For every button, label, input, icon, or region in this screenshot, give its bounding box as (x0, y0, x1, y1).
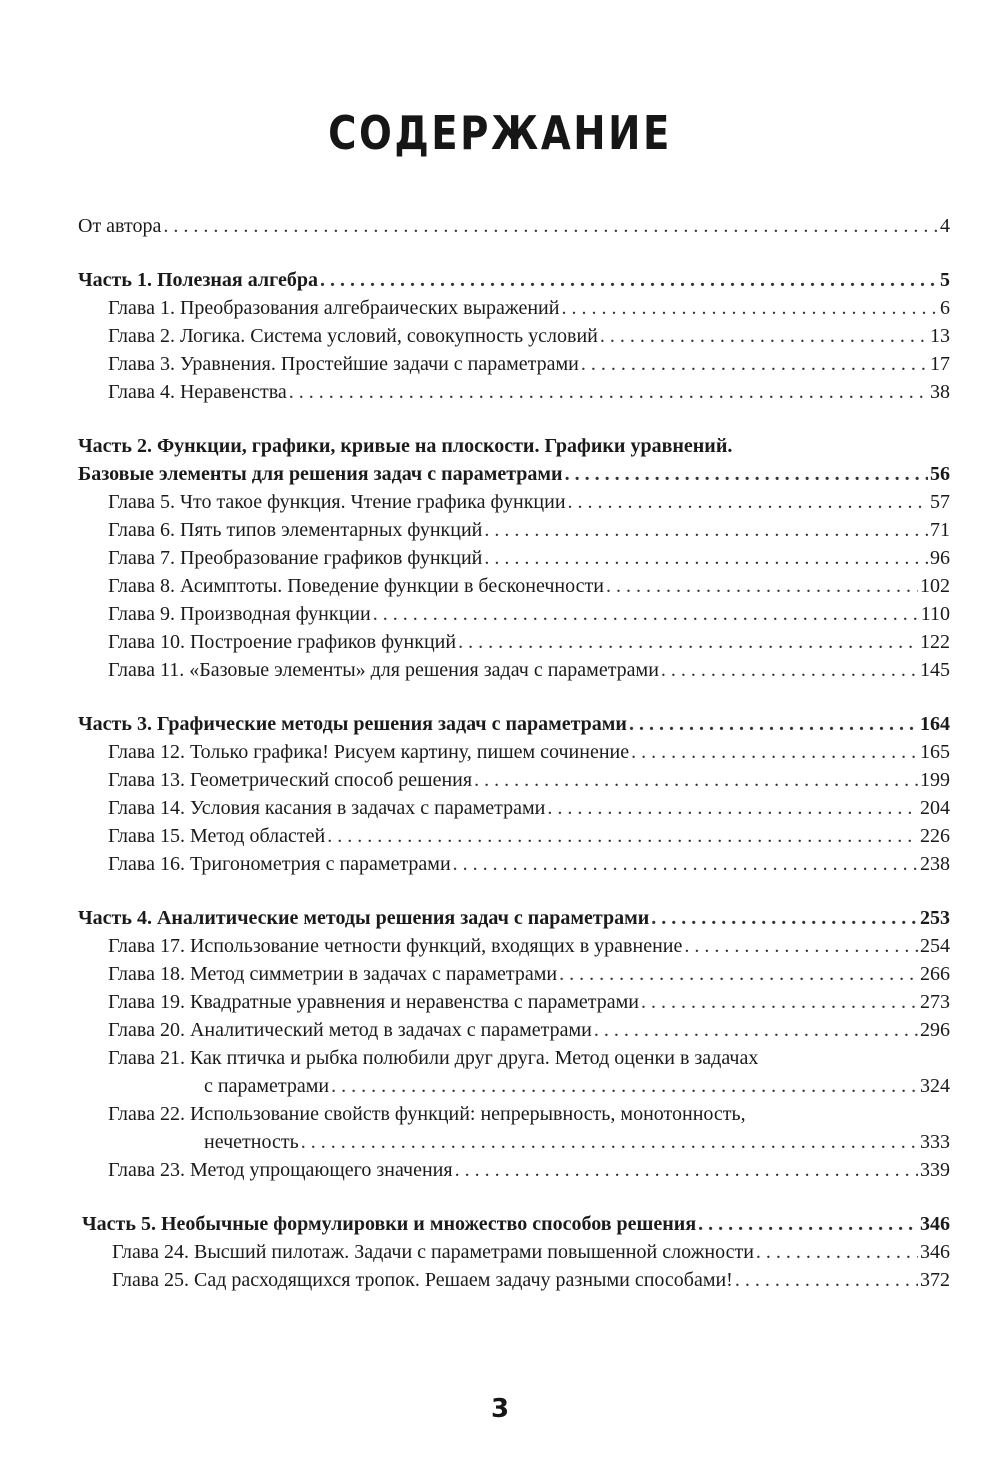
toc-chapter-label: Глава 12. Только графика! Рисуем картину, пишем сочинение (108, 741, 630, 763)
toc-chapter-21[interactable] (204, 1072, 950, 1100)
toc-chapter-label: Глава 20. Аналитический метод в задачах с параметрами (108, 1019, 592, 1041)
toc-chapter-label: Глава 9. Производная функции (108, 603, 371, 625)
toc-chapter-16[interactable] (108, 850, 950, 878)
toc-chapter-page: 122 (920, 631, 950, 653)
toc-chapter-label: Глава 4. Неравенства (108, 381, 287, 403)
toc-chapter-label: Глава 8. Асимптоты. Поведение функции в бесконечности (108, 575, 604, 597)
toc-chapter-page: 254 (920, 935, 950, 957)
toc-chapter-23[interactable] (108, 1156, 950, 1184)
toc-chapter-25[interactable] (112, 1266, 950, 1294)
toc-chapter-page: 102 (920, 575, 950, 597)
toc-chapter-18[interactable] (108, 960, 950, 988)
toc-chapter-3[interactable] (108, 350, 950, 378)
toc-part-label: Часть 5. Необычные формулировки и множество способов решения (82, 1213, 697, 1235)
toc-chapter-10[interactable] (108, 628, 950, 656)
leader-dots (735, 1266, 918, 1294)
toc-part-2[interactable] (78, 460, 950, 488)
toc-chapter-page: 199 (920, 769, 950, 791)
toc-chapter-label: Глава 1. Преобразования алгебраических выражений (108, 297, 560, 319)
toc-chapter-label: Глава 15. Метод областей (108, 825, 326, 847)
toc-chapter-page: 296 (920, 1019, 950, 1041)
leader-dots (331, 1072, 918, 1100)
toc-chapter-22-line1[interactable]: Глава 22. Использование свойств функций: непрерывность, монотонность, (108, 1103, 746, 1125)
leader-dots (594, 1016, 918, 1044)
toc-chapter-21-line1[interactable]: Глава 21. Как птичка и рыбка полюбили друг друга. Метод оценки в задачах (108, 1047, 759, 1069)
toc-chapter-9[interactable] (108, 600, 950, 628)
toc-chapter-11[interactable] (108, 656, 950, 684)
toc-part-1[interactable] (78, 266, 950, 294)
toc-part-5[interactable] (82, 1210, 950, 1238)
toc-chapter-page: 13 (930, 325, 950, 347)
toc-chapter-page: 333 (920, 1131, 950, 1153)
toc-chapter-page: 226 (920, 825, 950, 847)
toc-chapter-label: Глава 5. Что такое функция. Чтение графика функции (108, 491, 566, 513)
toc-chapter-page: 6 (940, 297, 950, 319)
leader-dots (547, 794, 918, 822)
leader-dots (756, 1238, 918, 1266)
toc-part-2-line1[interactable]: Часть 2. Функции, графики, кривые на плоскости. Графики уравнений. (78, 435, 733, 457)
leader-dots (568, 488, 928, 516)
toc-chapter-page: 204 (920, 797, 950, 819)
toc-chapter-label: Глава 16. Тригонометрия с параметрами (108, 853, 451, 875)
toc-chapter-14[interactable] (108, 794, 950, 822)
toc-chapter-page: 165 (920, 741, 950, 763)
toc-chapter-17[interactable] (108, 932, 950, 960)
toc-part-label: Часть 4. Аналитические методы решения задач с параметрами (78, 907, 650, 929)
leader-dots (629, 710, 918, 738)
leader-dots (600, 322, 928, 350)
toc-chapter-page: 324 (920, 1075, 950, 1097)
toc-chapter-12[interactable] (108, 738, 950, 766)
toc-chapter-label: Глава 23. Метод упрощающего значения (108, 1159, 453, 1181)
leader-dots (163, 212, 938, 240)
toc-chapter-page: 38 (930, 381, 950, 403)
leader-dots (684, 932, 918, 960)
toc-chapter-page: 17 (930, 353, 950, 375)
leader-dots (581, 350, 928, 378)
toc-chapter-label: Глава 14. Условия касания в задачах с параметрами (108, 797, 546, 819)
leader-dots (289, 378, 928, 406)
leader-dots (327, 822, 918, 850)
toc-chapter-label: Глава 24. Высший пилотаж. Задачи с параметрами повышенной сложности (112, 1241, 754, 1263)
toc-chapter-8[interactable] (108, 572, 950, 600)
toc-chapter-label: Глава 11. «Базовые элементы» для решения задач с параметрами (108, 659, 659, 681)
toc-chapter-label: Глава 18. Метод симметрии в задачах с параметрами (108, 963, 558, 985)
leader-dots (474, 766, 918, 794)
leader-dots (301, 1128, 918, 1156)
toc-chapter-page: 372 (920, 1269, 950, 1291)
toc-chapter-page: 110 (920, 603, 950, 625)
toc-part-4[interactable] (78, 904, 950, 932)
leader-dots (373, 600, 919, 628)
toc-chapter-label: с параметрами (204, 1075, 330, 1097)
leader-dots (565, 460, 928, 488)
leader-dots (651, 904, 918, 932)
leader-dots (631, 738, 918, 766)
toc-chapter-20[interactable] (108, 1016, 950, 1044)
toc-chapter-page: 339 (920, 1159, 950, 1181)
leader-dots (606, 572, 918, 600)
toc-part-page: 5 (940, 269, 950, 291)
leader-dots (698, 1210, 918, 1238)
toc-part-label: Базовые элементы для решения задач с параметрами (78, 463, 563, 485)
toc-part-3[interactable] (78, 710, 950, 738)
toc-chapter-page: 273 (920, 991, 950, 1013)
toc-chapter-22[interactable] (204, 1128, 950, 1156)
toc-chapter-label: Глава 7. Преобразование графиков функций (108, 547, 483, 569)
toc-chapter-label: Глава 3. Уравнения. Простейшие задачи с параметрами (108, 353, 579, 375)
page-number: 3 (490, 1394, 510, 1424)
toc-chapter-page: 96 (930, 547, 950, 569)
page-title: СОДЕРЖАНИЕ (328, 106, 672, 160)
leader-dots (641, 988, 918, 1016)
toc-part-label: Часть 3. Графические методы решения задач с параметрами (78, 713, 627, 735)
toc-chapter-page: 266 (920, 963, 950, 985)
toc-chapter-2[interactable] (108, 322, 950, 350)
toc-chapter-4[interactable] (108, 378, 950, 406)
toc-chapter-label: Глава 13. Геометрический способ решения (108, 769, 473, 791)
leader-dots (453, 850, 918, 878)
toc-entry-page: 4 (940, 215, 950, 237)
toc-part-page: 253 (920, 907, 950, 929)
toc-entry-label: От автора (78, 215, 162, 237)
toc-part-page: 164 (920, 713, 950, 735)
toc-chapter-6[interactable] (108, 516, 950, 544)
toc-chapter-label: Глава 2. Логика. Система условий, совокупность условий (108, 325, 598, 347)
toc-chapter-1[interactable] (108, 294, 950, 322)
toc-part-page: 56 (930, 463, 950, 485)
toc-chapter-page: 145 (920, 659, 950, 681)
toc-chapter-label: Глава 25. Сад расходящихся тропок. Решаем задачу разными способами! (112, 1269, 733, 1291)
toc-part-label: Часть 1. Полезная алгебра (78, 269, 318, 291)
toc-chapter-label: Глава 6. Пять типов элементарных функций (108, 519, 483, 541)
toc-chapter-7[interactable] (108, 544, 950, 572)
toc-chapter-label: Глава 19. Квадратные уравнения и неравенства с параметрами (108, 991, 639, 1013)
leader-dots (320, 266, 938, 294)
toc-chapter-15[interactable] (108, 822, 950, 850)
leader-dots (484, 516, 928, 544)
toc-chapter-5[interactable] (108, 488, 950, 516)
toc-chapter-13[interactable] (108, 766, 950, 794)
toc-entry-intro[interactable] (78, 212, 950, 240)
toc-part-page: 346 (920, 1213, 950, 1235)
leader-dots (458, 628, 918, 656)
toc-chapter-label: нечетность (204, 1131, 299, 1153)
toc-chapter-19[interactable] (108, 988, 950, 1016)
toc-chapter-page: 238 (920, 853, 950, 875)
toc-chapter-label: Глава 17. Использование четности функций, входящих в уравнение (108, 935, 683, 957)
toc-chapter-page: 57 (930, 491, 950, 513)
toc-chapter-24[interactable] (112, 1238, 950, 1266)
toc-chapter-label: Глава 10. Построение графиков функций (108, 631, 457, 653)
toc-chapter-page: 71 (930, 519, 950, 541)
leader-dots (561, 294, 938, 322)
toc-chapter-page: 346 (920, 1241, 950, 1263)
leader-dots (455, 1156, 918, 1184)
leader-dots (661, 656, 918, 684)
leader-dots (559, 960, 918, 988)
leader-dots (484, 544, 928, 572)
